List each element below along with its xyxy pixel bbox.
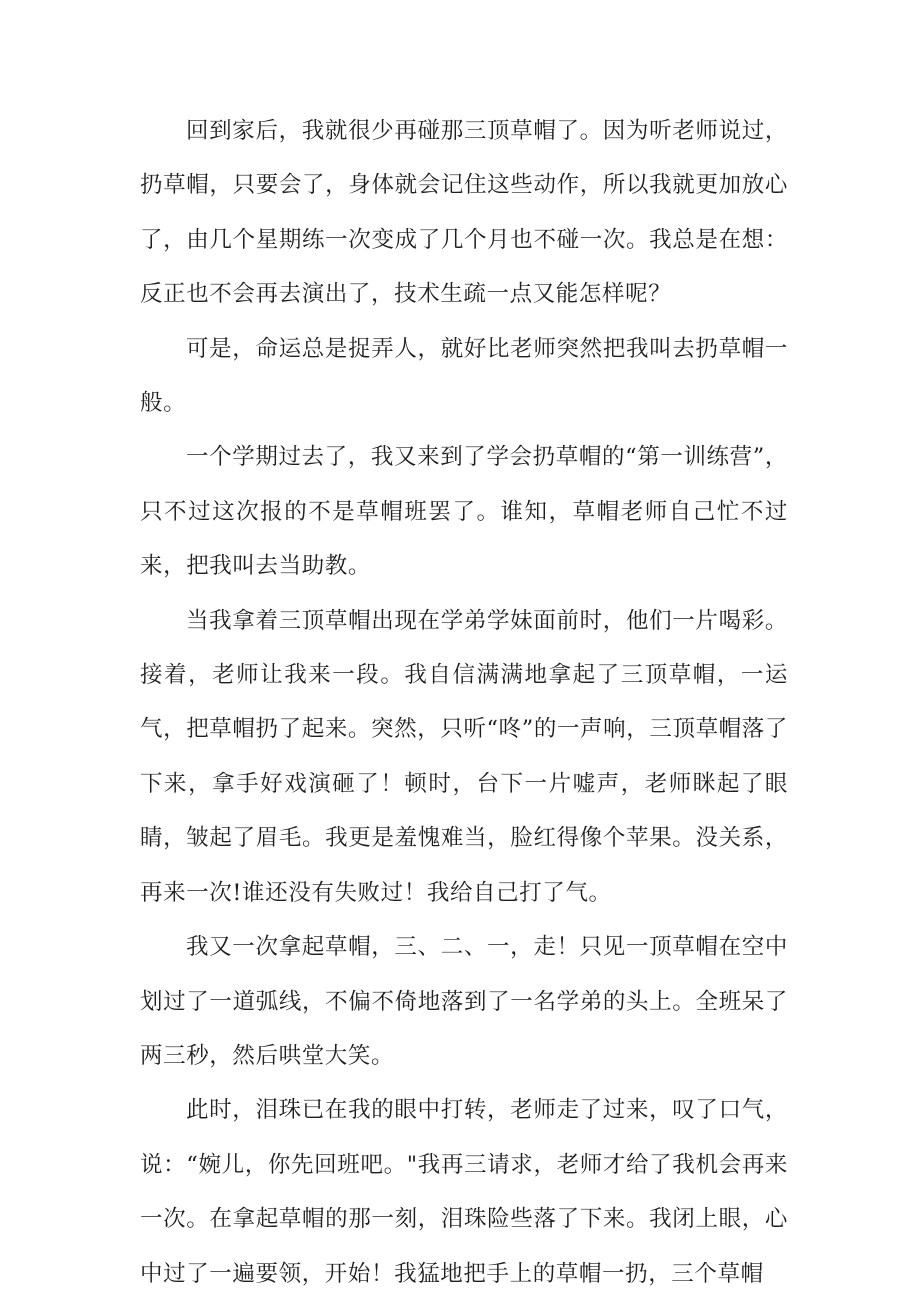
paragraph-1: 回到家后，我就很少再碰那三顶草帽了。因为听老师说过，扔草帽，只要会了，身体就会记住这些动作，所以我就更加放心了，由几个星期练一次变成了几个月也不碰一次。我总是在想：反正也不会再去演出了，技术生疏一点又能怎样呢？: [140, 118, 788, 308]
document-body: [140, 104, 788, 1301]
paragraph-2: 可是，命运总是捉弄人，就好比老师突然把我叫去扔草帽一般。: [140, 335, 788, 417]
paragraph-4: 当我拿着三顶草帽出现在学弟学妹面前时，他们一片喝彩。接着，老师让我来一段。我自信满满地拿起了三顶草帽，一运气，把草帽扔了起来。突然，只听“咚”的一声响，三顶草帽落了下来，拿手好戏演砸了！顿时，台下一片嘘声，老师眯起了眼睛，皱起了眉毛。我更是羞愧难当，脸红得像个苹果。没关系，再来一次!谁还没有失败过！我给自己打了气。: [140, 607, 788, 906]
paragraph-5: 我又一次拿起草帽，三、二、一，走！只见一顶草帽在空中划过了一道弧线，不偏不倚地落到了一名学弟的头上。全班呆了两三秒，然后哄堂大笑。: [140, 934, 788, 1069]
paragraph-3: 一个学期过去了，我又来到了学会扔草帽的“第一训练营”，只不过这次报的不是草帽班罢了。谁知，草帽老师自己忙不过来，把我叫去当助教。: [140, 444, 788, 580]
paragraph-6: 此时，泪珠已在我的眼中打转，老师走了过来，叹了口气，说：“婉儿，你先回班吧。"我再三请求，老师才给了我机会再来一次。在拿起草帽的那一刻，泪珠险些落了下来。我闭上眼，心中过了一遍要领，开始！我猛地把手上的草帽一扔，三个草帽: [140, 1097, 788, 1287]
